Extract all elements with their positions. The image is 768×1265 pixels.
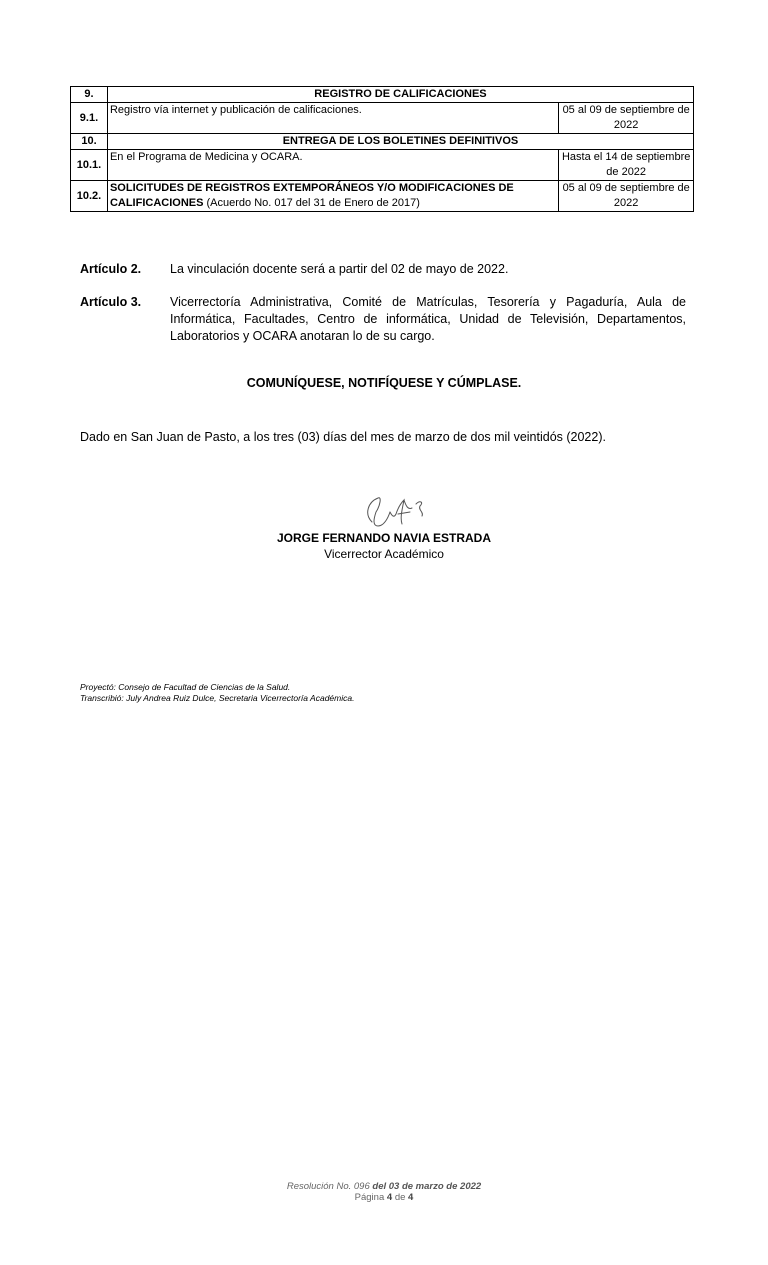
row-description-bold: SOLICITUDES DE REGISTROS EXTEMPORÁNEOS Y/O MODIFICACIONES DE CALIFICACIONES <box>109 182 514 209</box>
article-3 <box>80 294 686 345</box>
footnote-projected: Proyectó: Consejo de Facultad de Ciencias de la Salud. <box>80 682 291 692</box>
row-description <box>107 181 558 212</box>
closing-formula: COMUNÍQUESE, NOTIFÍQUESE Y CÚMPLASE. <box>246 376 522 390</box>
dated-line: Dado en San Juan de Pasto, a los tres (03) días del mes de marzo de dos mil veintidós (2022). <box>80 430 606 444</box>
row-number: 10.1. <box>71 150 108 181</box>
footnote-transcribed: Transcribió: July Andrea Ruiz Dulce, Secretaria Vicerrectoría Académica. <box>80 693 355 703</box>
handwritten-signature <box>350 492 440 532</box>
page-total: 4 <box>408 1192 414 1203</box>
page-word: Página <box>354 1192 387 1203</box>
signer-title: Vicerrector Académico <box>324 547 444 561</box>
table-row <box>71 150 694 181</box>
page-current: 4 <box>386 1192 393 1203</box>
row-number: 10. <box>71 134 108 150</box>
resolution-number: Resolución No. 096 <box>286 1181 370 1192</box>
table-row <box>71 87 694 103</box>
row-date: Hasta el 14 de septiembre de 2022 <box>559 150 694 181</box>
resolution-date: del 03 de marzo de 2022 <box>369 1181 482 1192</box>
section-heading: ENTREGA DE LOS BOLETINES DEFINITIVOS <box>107 134 693 150</box>
table-row <box>71 103 694 134</box>
row-number: 9.1. <box>71 103 108 134</box>
row-description-rest: (Acuerdo No. 017 del 31 de Enero de 2017) <box>203 197 420 209</box>
row-description: Registro vía internet y publicación de calificaciones. <box>107 103 558 134</box>
row-description: En el Programa de Medicina y OCARA. <box>107 150 558 181</box>
row-number: 10.2. <box>71 181 108 212</box>
row-date: 05 al 09 de septiembre de 2022 <box>559 103 694 134</box>
table-row <box>71 134 694 150</box>
table-row <box>71 181 694 212</box>
article-label: Artículo 2. <box>80 262 142 276</box>
page-of: de <box>392 1192 409 1203</box>
section-heading: REGISTRO DE CALIFICACIONES <box>107 87 693 103</box>
article-text: La vinculación docente será a partir del 02 de mayo de 2022. <box>170 262 509 276</box>
signer-name: JORGE FERNANDO NAVIA ESTRADA <box>276 531 491 545</box>
row-number: 9. <box>71 87 108 103</box>
footer-resolution <box>0 1181 768 1192</box>
article-2 <box>80 261 686 278</box>
footer-page-number <box>0 1192 768 1203</box>
article-text: Vicerrectoría Administrativa, Comité de Matrículas, Tesorería y Pagaduría, Aula de Informática, Facultades, Centro de informática, Unidad de Televisión, Departamentos, Laboratorios y OCARA anotaran lo de su cargo. <box>170 295 686 343</box>
article-label: Artículo 3. <box>80 295 142 309</box>
row-date: 05 al 09 de septiembre de 2022 <box>559 181 694 212</box>
schedule-table <box>70 86 694 212</box>
